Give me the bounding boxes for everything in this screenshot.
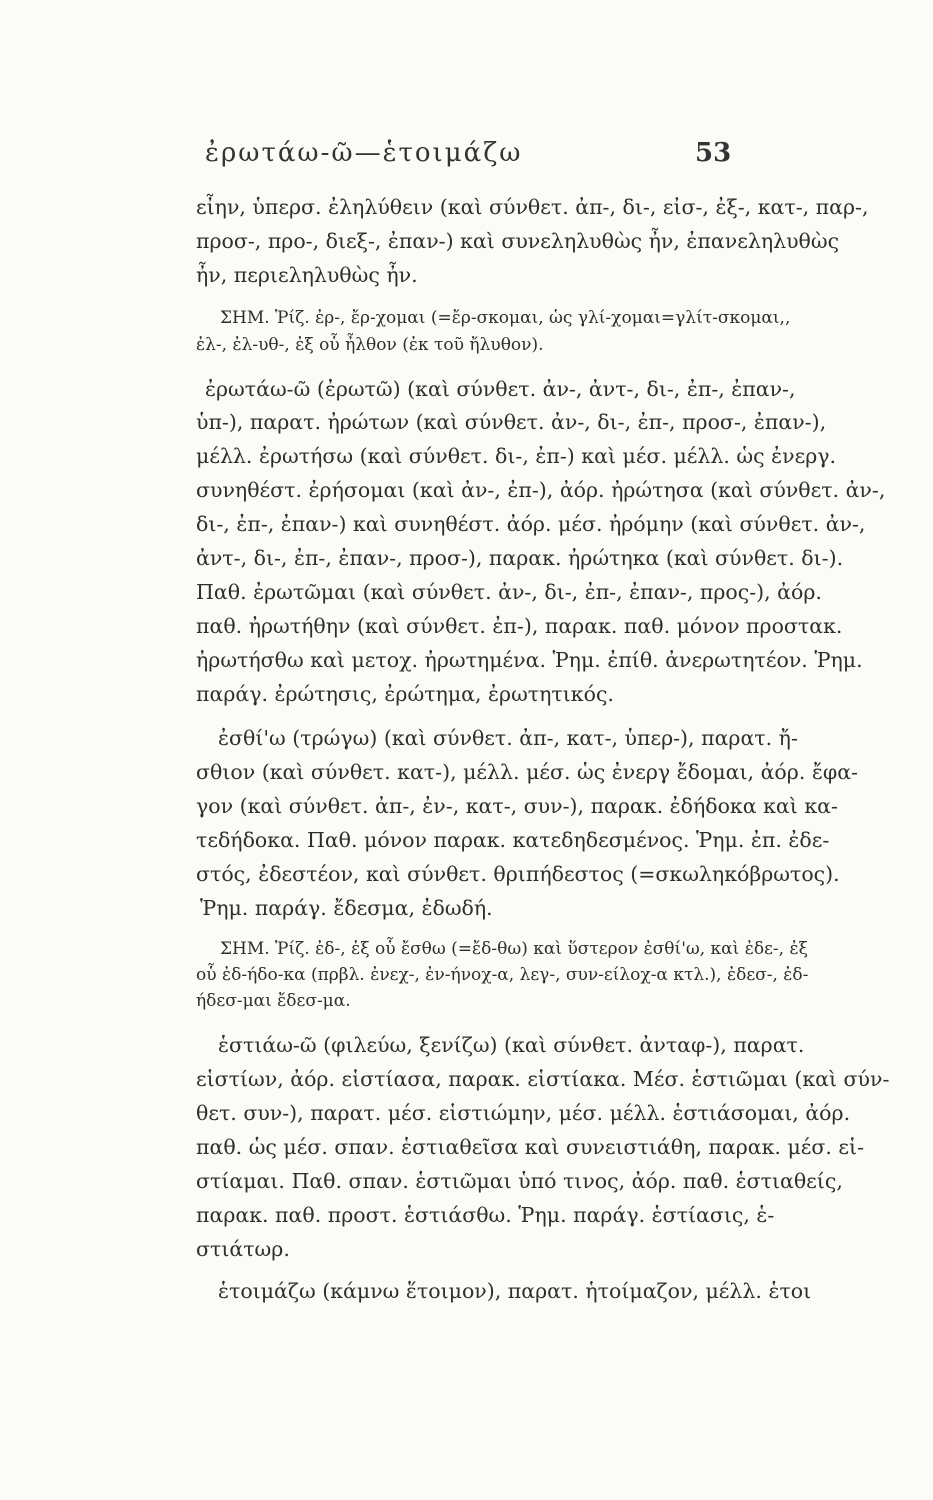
- text-line: ἠρωτήσθω καὶ μετοχ. ἠρωτημένα. Ῥημ. ἐπίθ. ἀνερωτητέον. Ῥημ.: [196, 648, 863, 672]
- text-line: σθιον (καὶ σύνθετ. κατ-), μέλλ. μέσ. ὡς ἐνεργ ἔδομαι, ἀόρ. ἔφα-: [196, 760, 858, 784]
- note-line: ΣΗΜ. Ῥίζ. ἐρ-, ἔρ-χομαι (=ἔρ-σκομαι, ὡς γλί-χομαι=γλίτ-σκομαι,,: [220, 308, 791, 328]
- text-line: στίαμαι. Παθ. σπαν. ἑστιῶμαι ὑπό τινος, ἀόρ. παθ. ἑστιαθείς,: [196, 1169, 843, 1193]
- text-line: θετ. συν-), παρατ. μέσ. εἱστιώμην, μέσ. μέλλ. ἑστιάσομαι, ἀόρ.: [196, 1101, 851, 1125]
- text-line: παράγ. ἐρώτησις, ἐρώτημα, ἐρωτητικός.: [196, 682, 614, 706]
- text-line: μέλλ. ἐρωτήσω (καὶ σύνθετ. δι-, ἐπ-) καὶ μέσ. μέλλ. ὡς ἐνεργ.: [196, 444, 837, 468]
- text-line: παρακ. παθ. προστ. ἑστιάσθω. Ῥημ. παράγ. ἑστίασις, ἑ-: [196, 1203, 775, 1227]
- page-number: 53: [695, 138, 732, 168]
- text-line: παθ. ἠρωτήθην (καὶ σύνθετ. ἐπ-), παρακ. παθ. μόνον προστακ.: [196, 614, 843, 638]
- text-line: συνηθέστ. ἐρήσομαι (καὶ ἀν-, ἐπ-), ἀόρ. ἠρώτησα (καὶ σύνθετ. ἀν-,: [196, 478, 886, 502]
- text-line: παθ. ὡς μέσ. σπαν. ἑστιαθεῖσα καὶ συνειστιάθη, παρακ. μέσ. εἱ-: [196, 1135, 865, 1159]
- header-title: ἐρωτάω-ῶ—ἑτοιμάζω: [205, 138, 523, 168]
- running-header: [0, 138, 933, 178]
- note-line: ἐλ-, ἐλ-υθ-, ἐξ οὗ ἦλθον (ἐκ τοῦ ἤλυθον).: [196, 335, 544, 355]
- note-line: ΣΗΜ. Ῥίζ. ἐδ-, ἐξ οὗ ἔσθω (=ἔδ-θω) καὶ ὕστερον ἐσθί'ω, καὶ ἐδε-, ἐξ: [220, 939, 808, 959]
- text-line: Παθ. ἐρωτῶμαι (καὶ σύνθετ. ἀν-, δι-, ἐπ-, ἐπαν-, προς-), ἀόρ.: [196, 580, 822, 604]
- text-line: ἀντ-, δι-, ἐπ-, ἐπαν-, προσ-), παρακ. ἠρώτηκα (καὶ σύνθετ. δι-).: [196, 546, 844, 570]
- note-line: ήδεσ-μαι ἔδεσ-μα.: [196, 991, 351, 1011]
- text-line: Ῥημ. παράγ. ἔδεσμα, ἐδωδή.: [200, 896, 493, 920]
- text-line: ὑπ-), παρατ. ἠρώτων (καὶ σύνθετ. ἀν-, δι-, ἐπ-, προσ-, ἐπαν-),: [196, 410, 827, 434]
- text-line: εἶην, ὑπερσ. ἐληλύθειν (καὶ σύνθετ. ἀπ-, δι-, εἰσ-, ἐξ-, κατ-, παρ-,: [196, 195, 869, 219]
- text-line: στός, ἐδεστέον, καὶ σύνθετ. θριπήδεστος (=σκωληκόβρωτος).: [196, 862, 840, 886]
- entry-erotao-head: ἐρωτάω-ῶ (ἐρωτῶ) (καὶ σύνθετ. ἀν-, ἀντ-, δι-, ἐπ-, ἐπαν-,: [205, 377, 796, 401]
- entry-esthio-head: ἐσθί'ω (τρώγω) (καὶ σύνθετ. ἀπ-, κατ-, ὑπερ-), παρατ. ἤ-: [218, 726, 798, 750]
- text-line: εἱστίων, ἀόρ. εἱστίασα, παρακ. εἱστίακα. Μέσ. ἑστιῶμαι (καὶ σύν-: [196, 1067, 890, 1091]
- text-line: γον (καὶ σύνθετ. ἀπ-, ἐν-, κατ-, συν-), παρακ. ἐδήδοκα καὶ κα-: [196, 794, 838, 818]
- text-line: προσ-, προ-, διεξ-, ἐπαν-) καὶ συνεληλυθὼς ἦν, ἐπανεληλυθὼς: [196, 229, 840, 253]
- entry-hetoimazo-head: ἑτοιμάζω (κάμνω ἕτοιμον), παρατ. ἡτοίμαζον, μέλλ. ἑτοι: [218, 1279, 812, 1303]
- entry-hestiao-head: ἑστιάω-ῶ (φιλεύω, ξενίζω) (καὶ σύνθετ. ἀνταφ-), παρατ.: [218, 1033, 805, 1057]
- text-line: δι-, ἐπ-, ἐπαν-) καὶ συνηθέστ. ἀόρ. μέσ. ἠρόμην (καὶ σύνθετ. ἀν-,: [196, 512, 866, 536]
- text-line: στιάτωρ.: [196, 1237, 290, 1261]
- text-line: τεδήδοκα. Παθ. μόνον παρακ. κατεδηδεσμένος. Ῥημ. ἐπ. ἐδε-: [196, 828, 830, 852]
- text-line: ἦν, περιεληλυθὼς ἦν.: [196, 263, 418, 287]
- note-line: οὗ ἐδ-ήδο-κα (πρβλ. ἐνεχ-, ἐν-ήνοχ-α, λεγ-, συν-είλοχ-α κτλ.), ἐδεσ-, ἐδ-: [196, 965, 809, 985]
